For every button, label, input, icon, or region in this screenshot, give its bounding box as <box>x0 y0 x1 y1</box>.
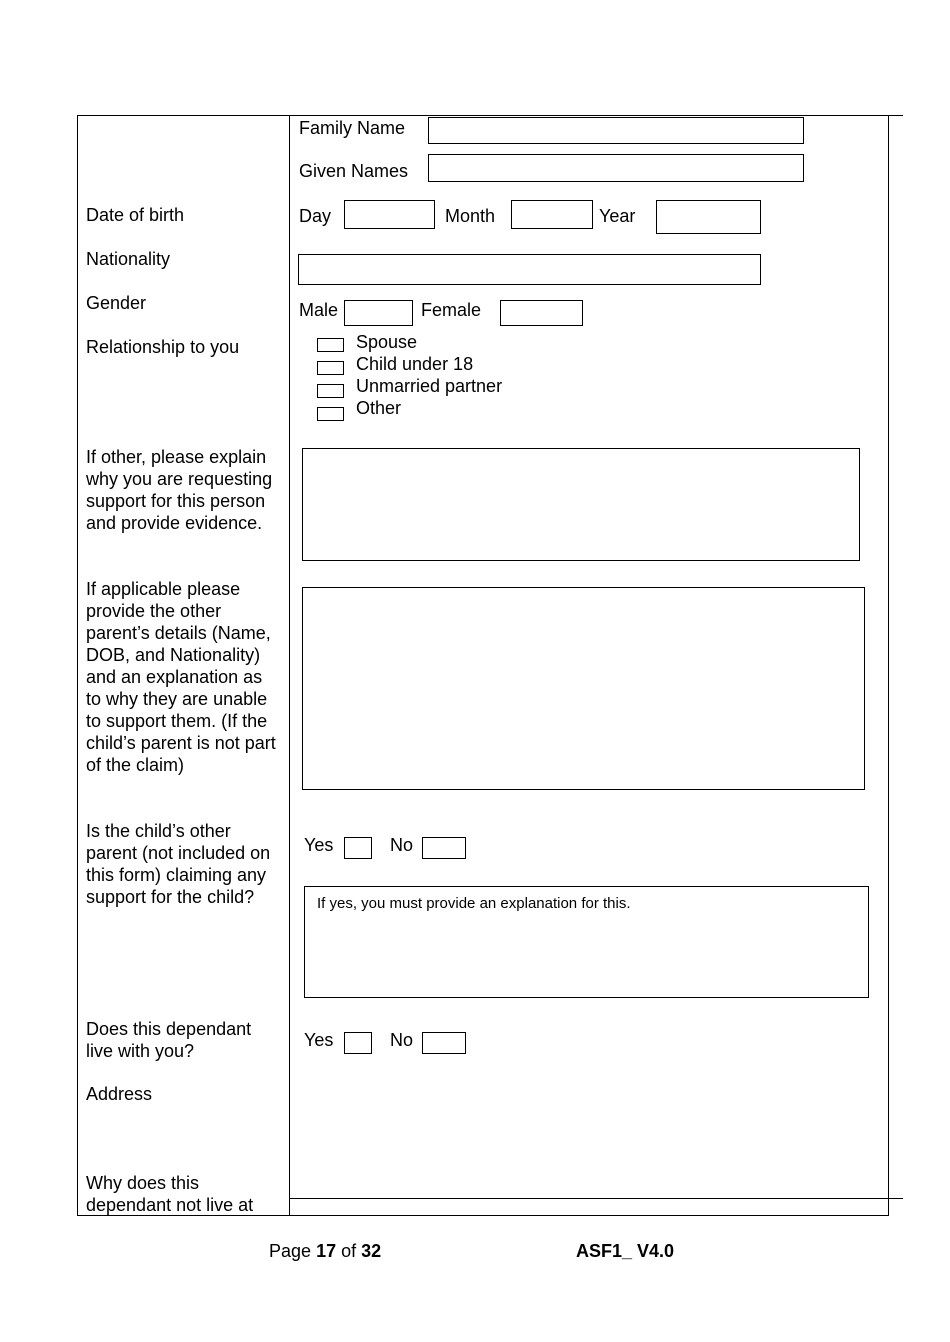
claiming-yes-checkbox[interactable] <box>344 837 372 859</box>
family-name-label: Family Name <box>299 118 406 138</box>
other-parent-claiming-label: Is the child’s other parent (not included on this form) claiming any support for the child? <box>86 821 271 907</box>
page-current: 17 <box>316 1241 337 1261</box>
year-field[interactable] <box>656 200 761 234</box>
table-left-border <box>77 115 78 1216</box>
claiming-explanation-hint: If yes, you must provide an explanation for this. <box>317 895 631 912</box>
nationality-label: Nationality <box>86 249 171 269</box>
gender-label: Gender <box>86 293 147 313</box>
family-name-field[interactable] <box>428 117 804 144</box>
column-divider <box>289 115 290 1216</box>
if-other-explanation-field[interactable] <box>302 448 860 561</box>
page-of: of <box>341 1241 357 1261</box>
lives-with-you-label: Does this dependant live with you? <box>86 1019 252 1061</box>
claiming-no-label: No <box>390 835 414 855</box>
page-total: 32 <box>361 1241 382 1261</box>
claiming-yes-label: Yes <box>304 835 334 855</box>
spouse-option-label: Spouse <box>356 332 418 352</box>
unmarried-partner-option-label: Unmarried partner <box>356 376 503 396</box>
lives-no-label: No <box>390 1030 414 1050</box>
table-bottom-border <box>77 1215 889 1216</box>
page-prefix: Page <box>269 1241 312 1261</box>
female-field[interactable] <box>500 300 583 326</box>
day-label: Day <box>299 206 332 226</box>
other-parent-details-field[interactable] <box>302 587 865 790</box>
male-label: Male <box>299 300 339 320</box>
other-checkbox[interactable] <box>317 407 344 421</box>
month-label: Month <box>445 206 496 226</box>
child-under-18-option-label: Child under 18 <box>356 354 474 374</box>
relationship-label: Relationship to you <box>86 337 240 357</box>
if-other-explain-label: If other, please explain why you are requesting support for this person and provide evidence. <box>86 447 273 533</box>
form-code <box>576 1241 674 1262</box>
year-label: Year <box>599 206 636 226</box>
lives-yes-label: Yes <box>304 1030 334 1050</box>
inner-bottom-border <box>290 1198 903 1199</box>
date-of-birth-label: Date of birth <box>86 205 185 225</box>
child-under-18-checkbox[interactable] <box>317 361 344 375</box>
male-field[interactable] <box>344 300 413 326</box>
lives-yes-checkbox[interactable] <box>344 1032 372 1054</box>
claiming-explanation-field[interactable] <box>304 886 869 998</box>
other-parent-details-label: If applicable please provide the other parent’s details (Name, DOB, and Nationality) and an explanation as to why they are unable to support them. (If the child’s parent is not part of the claim) <box>86 579 276 775</box>
spouse-checkbox[interactable] <box>317 338 344 352</box>
unmarried-partner-checkbox[interactable] <box>317 384 344 398</box>
lives-no-checkbox[interactable] <box>422 1032 466 1054</box>
nationality-field[interactable] <box>298 254 761 285</box>
claiming-no-checkbox[interactable] <box>422 837 466 859</box>
address-label: Address <box>86 1084 153 1104</box>
given-names-label: Given Names <box>299 161 409 181</box>
day-field[interactable] <box>344 200 435 229</box>
other-option-label: Other <box>356 398 402 418</box>
why-not-live-label: Why does this dependant not live at <box>86 1173 254 1215</box>
form-code-text: ASF1_ V4.0 <box>576 1241 675 1261</box>
table-right-border <box>888 115 889 1216</box>
given-names-field[interactable] <box>428 154 804 182</box>
table-top-border-extension <box>889 115 903 116</box>
table-top-border <box>77 115 889 116</box>
month-field[interactable] <box>511 200 593 229</box>
female-label: Female <box>421 300 482 320</box>
page-number <box>269 1241 381 1262</box>
